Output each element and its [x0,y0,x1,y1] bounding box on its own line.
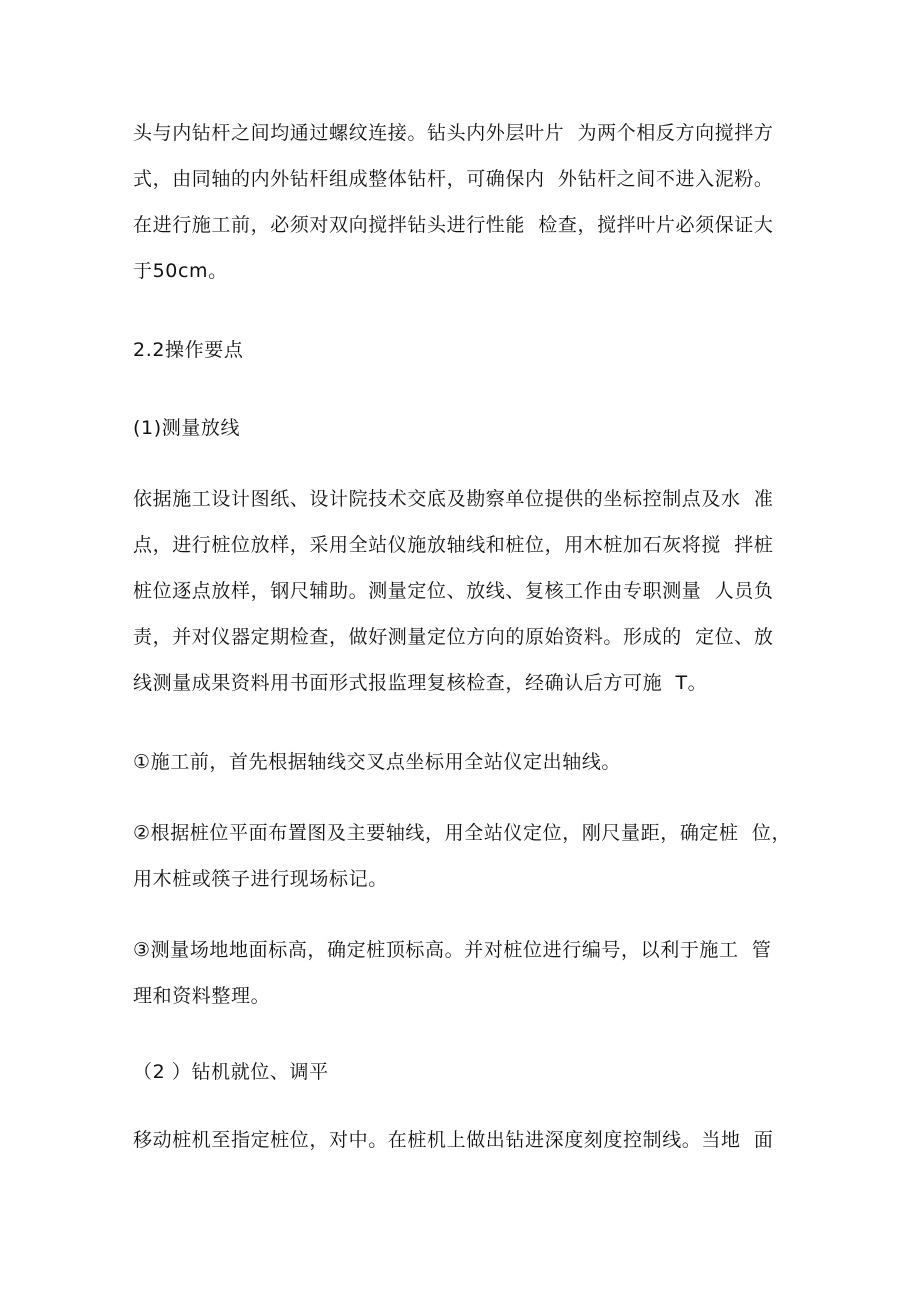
subsection-heading: (1)测量放线 [133,417,241,439]
list-item-continuation: 理和资料整理。 [133,985,271,1007]
paragraph-line: 式，由同轴的内外钻杆组成整体钻杆，可确保内 外钻杆之间不进入泥粉。 [133,168,774,190]
paragraph-line: 线测量成果资料用书面形式报监理复核检查，经确认后方可施 T。 [133,672,708,694]
paragraph-line: 于50cm。 [133,260,228,282]
paragraph-line: 桩位逐点放样，钢尺辅助。测量定位、放线、复核工作由专职测量 人员负 [133,580,774,602]
subsection-heading: （2 ）钻机就位、调平 [133,1061,329,1083]
list-item-continuation: 用木桩或筷子进行现场标记。 [133,868,388,890]
paragraph-line: 头与内钻杆之间均通过螺纹连接。钻头内外层叶片 为两个相反方向搅拌方 [133,122,774,144]
list-item: ③测量场地地面标高，确定桩顶标高。并对桩位进行编号，以利于施工 管 [133,939,772,961]
paragraph-line: 点，进行桩位放样，采用全站仪施放轴线和桩位，用木桩加石灰将搅 拌桩 [133,534,774,556]
paragraph-line: 依据施工设计图纸、设计院技术交底及勘察单位提供的坐标控制点及水 准 [133,488,774,510]
list-item: ①施工前，首先根据轴线交叉点坐标用全站仪定出轴线。 [133,751,622,773]
paragraph-line: 责，并对仪器定期检查，做好测量定位方向的原始资料。形成的 定位、放 [133,626,774,648]
section-heading: 2.2操作要点 [133,339,244,361]
paragraph-line: 移动桩机至指定桩位，对中。在桩机上做出钻进深度刻度控制线。当地 面 [133,1129,774,1151]
paragraph-line: 在进行施工前，必须对双向搅拌钻头进行性能 检查，搅拌叶片必须保证大 [133,214,774,236]
list-item: ②根据桩位平面布置图及主要轴线，用全站仪定位，刚尺量距，确定桩 位， [133,822,792,844]
